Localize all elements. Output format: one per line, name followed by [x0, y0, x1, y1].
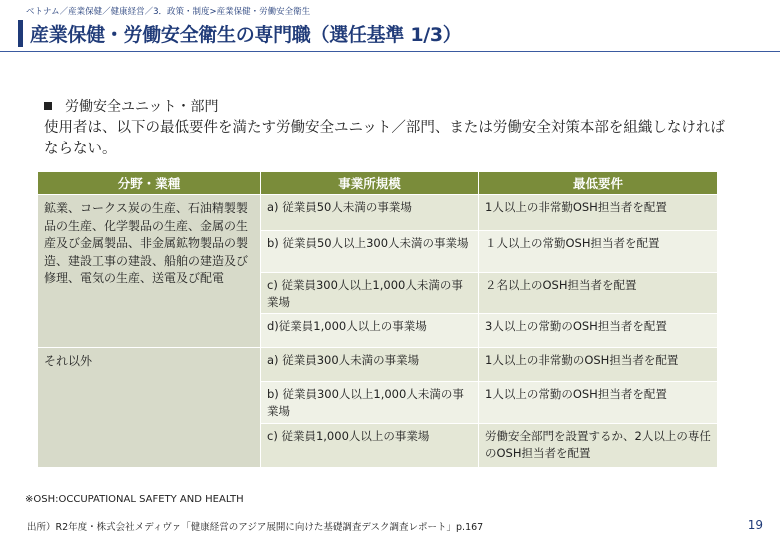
size-cell: b) 従業員300人以上1,000人未満の事業場: [261, 382, 479, 424]
requirement-cell: 3人以上の常勤のOSH担当者を配置: [479, 314, 718, 348]
square-bullet-icon: [44, 102, 52, 110]
bullet-heading: [44, 96, 218, 116]
title-accent-bar: [18, 20, 23, 47]
requirements-table: [37, 171, 718, 468]
size-cell: b) 従業員50人以上300人未満の事業場: [261, 231, 479, 273]
table-header-row: [38, 172, 718, 195]
page-number: 19: [747, 518, 763, 532]
header-sector: 分野・業種: [38, 172, 261, 195]
body-paragraph: 使用者は、以下の最低要件を満たす労働安全ユニット／部門、または労働安全対策本部を組織しなければならない。: [44, 120, 725, 157]
footnote: ※OSH:OCCUPATIONAL SAFETY AND HEALTH: [25, 494, 244, 505]
size-cell: a) 従業員300人未満の事業場: [261, 348, 479, 382]
size-cell: c) 従業員1,000人以上の事業場: [261, 424, 479, 468]
requirement-cell: 1人以上の非常勤OSH担当者を配置: [479, 195, 718, 231]
sector-cell: それ以外: [38, 348, 261, 468]
header-requirement: 最低要件: [479, 172, 718, 195]
requirement-cell: 1人以上の非常勤のOSH担当者を配置: [479, 348, 718, 382]
table-row: [38, 195, 718, 231]
breadcrumb: ベトナム／産業保健／健康経営／3．政策・制度>産業保健・労働安全衛生: [26, 7, 311, 17]
size-cell: d)従業員1,000人以上の事業場: [261, 314, 479, 348]
source-note: 出所）R2年度・株式会社メディヴァ「健康経営のアジア展開に向けた基礎調査デスク調査レポート」p.167: [27, 522, 484, 533]
size-cell: c) 従業員300人以上1,000人未満の事業場: [261, 273, 479, 314]
requirement-cell: 労働安全部門を設置するか、2人以上の専任のOSH担当者を配置: [479, 424, 718, 468]
bullet-heading-text: 労働安全ユニット・部門: [65, 99, 219, 115]
requirement-cell: 1人以上の常勤のOSH担当者を配置: [479, 382, 718, 424]
sector-cell: 鉱業、コークス炭の生産、石油精製製品の生産、化学製品の生産、金属の生産及び金属製品、非金属鉱物製品の製造、建設工事の建設、船舶の建造及び修理、電気の生産、送電及び配電: [38, 195, 261, 348]
title-divider: [0, 51, 780, 52]
title-block: [18, 20, 462, 47]
header-size: 事業所規模: [261, 172, 479, 195]
requirement-cell: １人以上の常勤OSH担当者を配置: [479, 231, 718, 273]
size-cell: a) 従業員50人未満の事業場: [261, 195, 479, 231]
requirement-cell: ２名以上のOSH担当者を配置: [479, 273, 718, 314]
page-title: 産業保健・労働安全衛生の専門職（選任基準 1/3）: [30, 24, 462, 46]
table-row: [38, 348, 718, 382]
